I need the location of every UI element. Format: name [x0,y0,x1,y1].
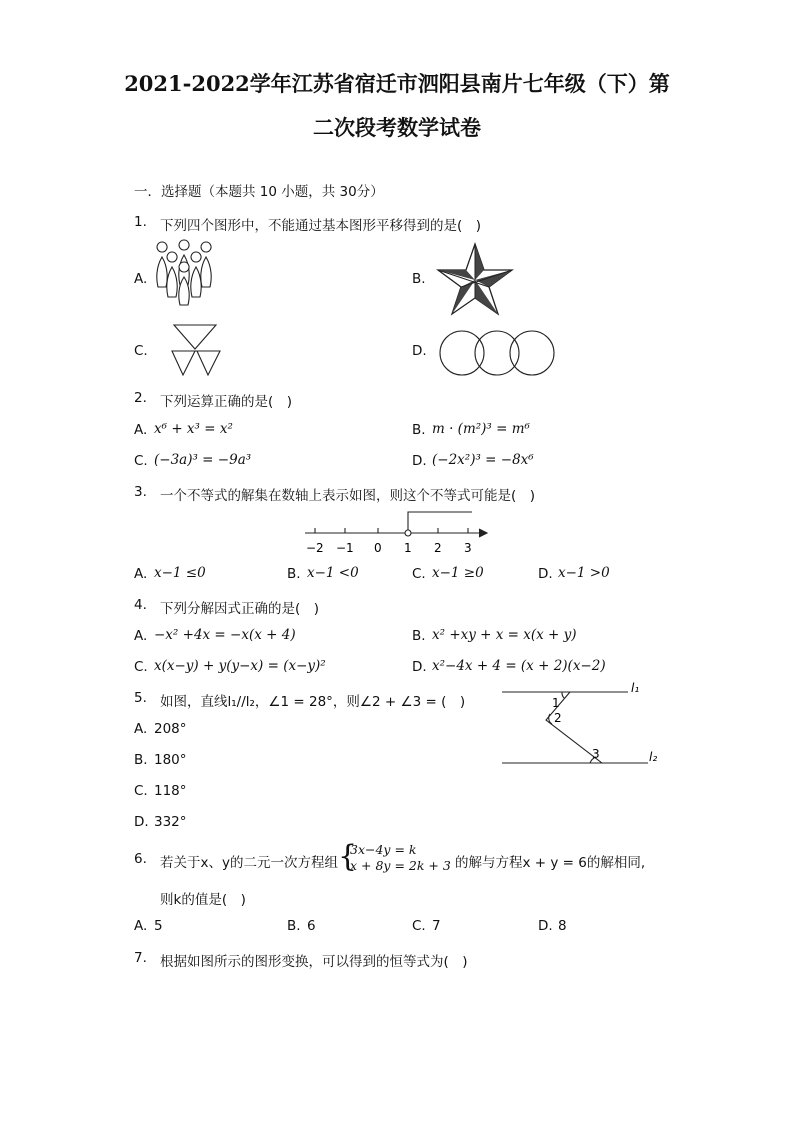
axis-tick-label: 0 [374,541,382,555]
q2-option-a: x⁶ + x³ = x² [154,421,233,437]
parallel-lines-figure [498,680,668,772]
q6-option-a-label: A. [134,918,148,934]
circles-figure [438,328,556,378]
axis-tick-label: 1 [404,541,412,555]
q4-option-c: x(x−y) + y(y−x) = (x−y)² [154,658,326,674]
q6-equation-2: x + 8y = 2k + 3 [350,858,451,873]
q3-option-c: x−1 ≥0 [432,565,484,581]
q2-option-c: (−3a)³ = −9a³ [154,452,252,468]
q1-option-b-label: B. [412,271,426,287]
bowling-pins-figure [150,240,220,308]
axis-tick-label: −2 [306,541,324,555]
q4-number: 4. [134,597,147,613]
q6-equation-1: 3x−4y = k [350,842,417,857]
axis-tick-label: 3 [464,541,472,555]
q3-option-b: x−1 <0 [307,565,359,581]
q1-number: 1. [134,214,147,230]
q3-option-a: x−1 ≤0 [154,565,206,581]
star-figure [436,242,514,316]
q5-option-c: 118° [154,783,187,799]
q1-stem: 下列四个图形中，不能通过基本图形平移得到的是( ) [160,218,482,234]
q2-stem: 下列运算正确的是( ) [160,394,293,410]
page-title-line2: 二次段考数学试卷 [313,115,481,140]
q5-option-a-label: A. [134,721,148,737]
q7-number: 7. [134,950,147,966]
q1-option-a-label: A. [134,271,148,287]
q6-stem-post: 的解与方程x + y = 6的解相同, [455,855,646,871]
line-l1-label: l₁ [631,681,640,695]
q4-option-d-label: D. [412,659,427,675]
q2-option-a-label: A. [134,422,148,438]
angle-3-label: 3 [592,747,600,761]
axis-tick-label: −1 [336,541,354,555]
page-title-line1: 2021-2022学年江苏省宿迁市泗阳县南片七年级（下）第 [124,71,670,96]
angle-2-label: 2 [554,711,562,725]
q4-stem: 下列分解因式正确的是( ) [160,601,320,617]
q4-option-d: x²−4x + 4 = (x + 2)(x−2) [432,658,606,674]
q2-option-b: m · (m²)³ = m⁶ [432,421,530,437]
q4-option-b-label: B. [412,628,426,644]
line-l2-label: l₂ [649,750,658,764]
q6-brace: { [338,839,358,874]
q5-option-a: 208° [154,721,187,737]
q6-number: 6. [134,851,147,867]
q2-option-d: (−2x²)³ = −8x⁶ [432,452,534,468]
q5-option-d-label: D. [134,814,149,830]
q2-option-b-label: B. [412,422,426,438]
q6-option-c-label: C. [412,918,426,934]
q6-option-b: 6 [307,918,316,934]
q6-stem-line2: 则k的值是( ) [160,892,246,908]
q3-option-b-label: B. [287,566,301,582]
q5-option-b: 180° [154,752,187,768]
q4-option-b: x² +xy + x = x(x + y) [432,627,577,643]
q2-number: 2. [134,390,147,406]
q6-stem-pre: 若关于x、y的二元一次方程组 [160,855,338,871]
q3-stem: 一个不等式的解集在数轴上表示如图，则这个不等式可能是( ) [160,488,536,504]
q6-option-c: 7 [432,918,441,934]
q5-stem: 如图，直线l₁//l₂，∠1 = 28°，则∠2 + ∠3 = ( ) [160,694,466,710]
q5-number: 5. [134,690,147,706]
triangles-figure [170,323,222,377]
q5-option-c-label: C. [134,783,148,799]
q6-option-d: 8 [558,918,567,934]
q3-option-d: x−1 >0 [558,565,610,581]
q6-option-a: 5 [154,918,163,934]
q3-number: 3. [134,484,147,500]
q7-stem: 根据如图所示的图形变换，可以得到的恒等式为( ) [160,954,468,970]
section-heading: 一．选择题（本题共 10 小题，共 30分） [134,184,384,200]
q3-option-c-label: C. [412,566,426,582]
axis-tick-label: 2 [434,541,442,555]
q6-option-b-label: B. [287,918,301,934]
q6-option-d-label: D. [538,918,553,934]
q1-option-c-label: C. [134,343,148,359]
number-line-figure [300,508,495,558]
q2-option-c-label: C. [134,453,148,469]
q3-option-a-label: A. [134,566,148,582]
q4-option-c-label: C. [134,659,148,675]
q5-option-b-label: B. [134,752,148,768]
q5-option-d: 332° [154,814,187,830]
q4-option-a: −x² +4x = −x(x + 4) [154,627,296,643]
angle-1-label: 1 [552,696,560,710]
q4-option-a-label: A. [134,628,148,644]
q3-option-d-label: D. [538,566,553,582]
q2-option-d-label: D. [412,453,427,469]
q1-option-d-label: D. [412,343,427,359]
